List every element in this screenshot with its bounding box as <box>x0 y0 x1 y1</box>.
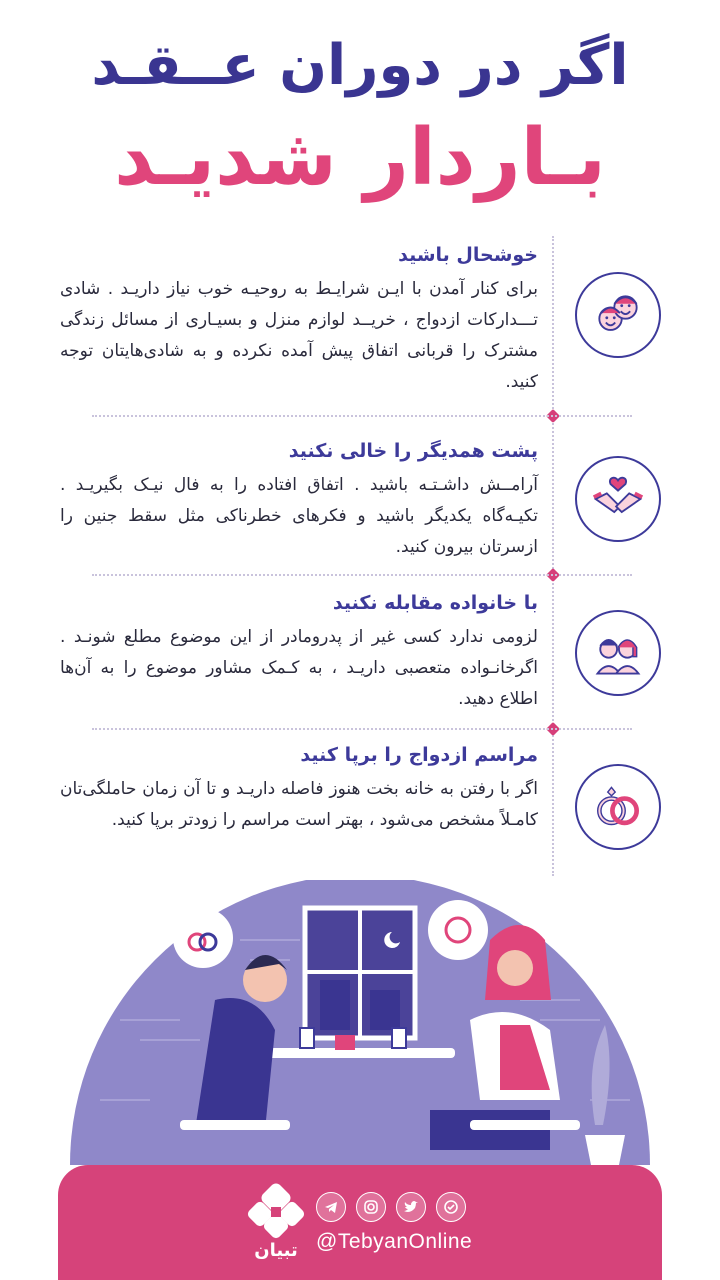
section-body: برای کنار آمدن با ایـن شرایـط به روحیـه خوب نیاز داریـد . شادی تـــدارکات ازدواج ، خریــد لوازم منزل و بسیـاری از مسائل زندگی مشترک را قربانی اتفاق پیش آمده نکرده و به شادی‌هایتان توجه کنید. <box>60 279 538 392</box>
section-heading: پشت همدیگر را خالی نکنید <box>288 440 538 462</box>
social-links <box>316 1192 466 1222</box>
section-heading: خوشحال باشید <box>398 244 538 266</box>
divider <box>92 728 632 730</box>
section-body: اگر با رفتن به خانه بخت هنوز فاصله داریـد و تا آن زمان حاملگی‌تان کامـلاً مشخص می‌شود ، بهتر است مراسم را زودتر برپا کنید. <box>60 779 538 830</box>
chair-left <box>180 1120 290 1130</box>
footer-bar <box>58 1165 662 1280</box>
parents-icon <box>575 610 661 696</box>
divider <box>92 574 632 576</box>
timeline-line <box>552 236 554 876</box>
happy-couple-icon <box>575 272 661 358</box>
section-body: آرامــش داشـتـه باشید . اتفاق افتاده را به فال نیـک بگیریـد . تکیـه‌گاه یکدیگر باشید و فکرهای خطرناکی مثل سقط جنین را ازسرتان بیرون کنید. <box>60 475 538 557</box>
instagram-icon[interactable] <box>356 1192 386 1222</box>
section-family <box>60 588 538 715</box>
title-line-2: بـاردار شدیـد <box>114 113 606 203</box>
section-happy <box>60 240 538 398</box>
table <box>265 1048 455 1058</box>
couple-illustration <box>0 880 720 1200</box>
twitter-icon[interactable] <box>396 1192 426 1222</box>
handshake-heart-icon <box>575 456 661 542</box>
section-body: لزومی ندارد کسی غیر از پدرومادر از این موضوع مطلع شونـد . اگرخانـواده متعصبی داریـد ، به کـمک مشاور موضوع را به آن‌ها اطلاع دهید. <box>60 627 538 709</box>
chair-right <box>470 1120 580 1130</box>
section-wedding <box>60 740 538 836</box>
tebyan-logo-icon <box>246 1182 306 1242</box>
chat-icon[interactable] <box>436 1192 466 1222</box>
wedding-rings-icon <box>575 764 661 850</box>
social-handle[interactable]: @TebyanOnline <box>316 1230 473 1253</box>
logo-text: تبیان <box>254 1240 298 1261</box>
section-heading: مراسم ازدواج را برپا کنید <box>300 744 538 766</box>
section-support <box>60 436 538 563</box>
telegram-icon[interactable] <box>316 1192 346 1222</box>
woman-head <box>497 950 533 986</box>
divider <box>92 415 632 417</box>
title-line-1: اگر در دوران عــقـد <box>91 33 629 98</box>
section-heading: با خانواده مقابله نکنید <box>332 592 538 614</box>
bubble-baby <box>428 900 488 960</box>
